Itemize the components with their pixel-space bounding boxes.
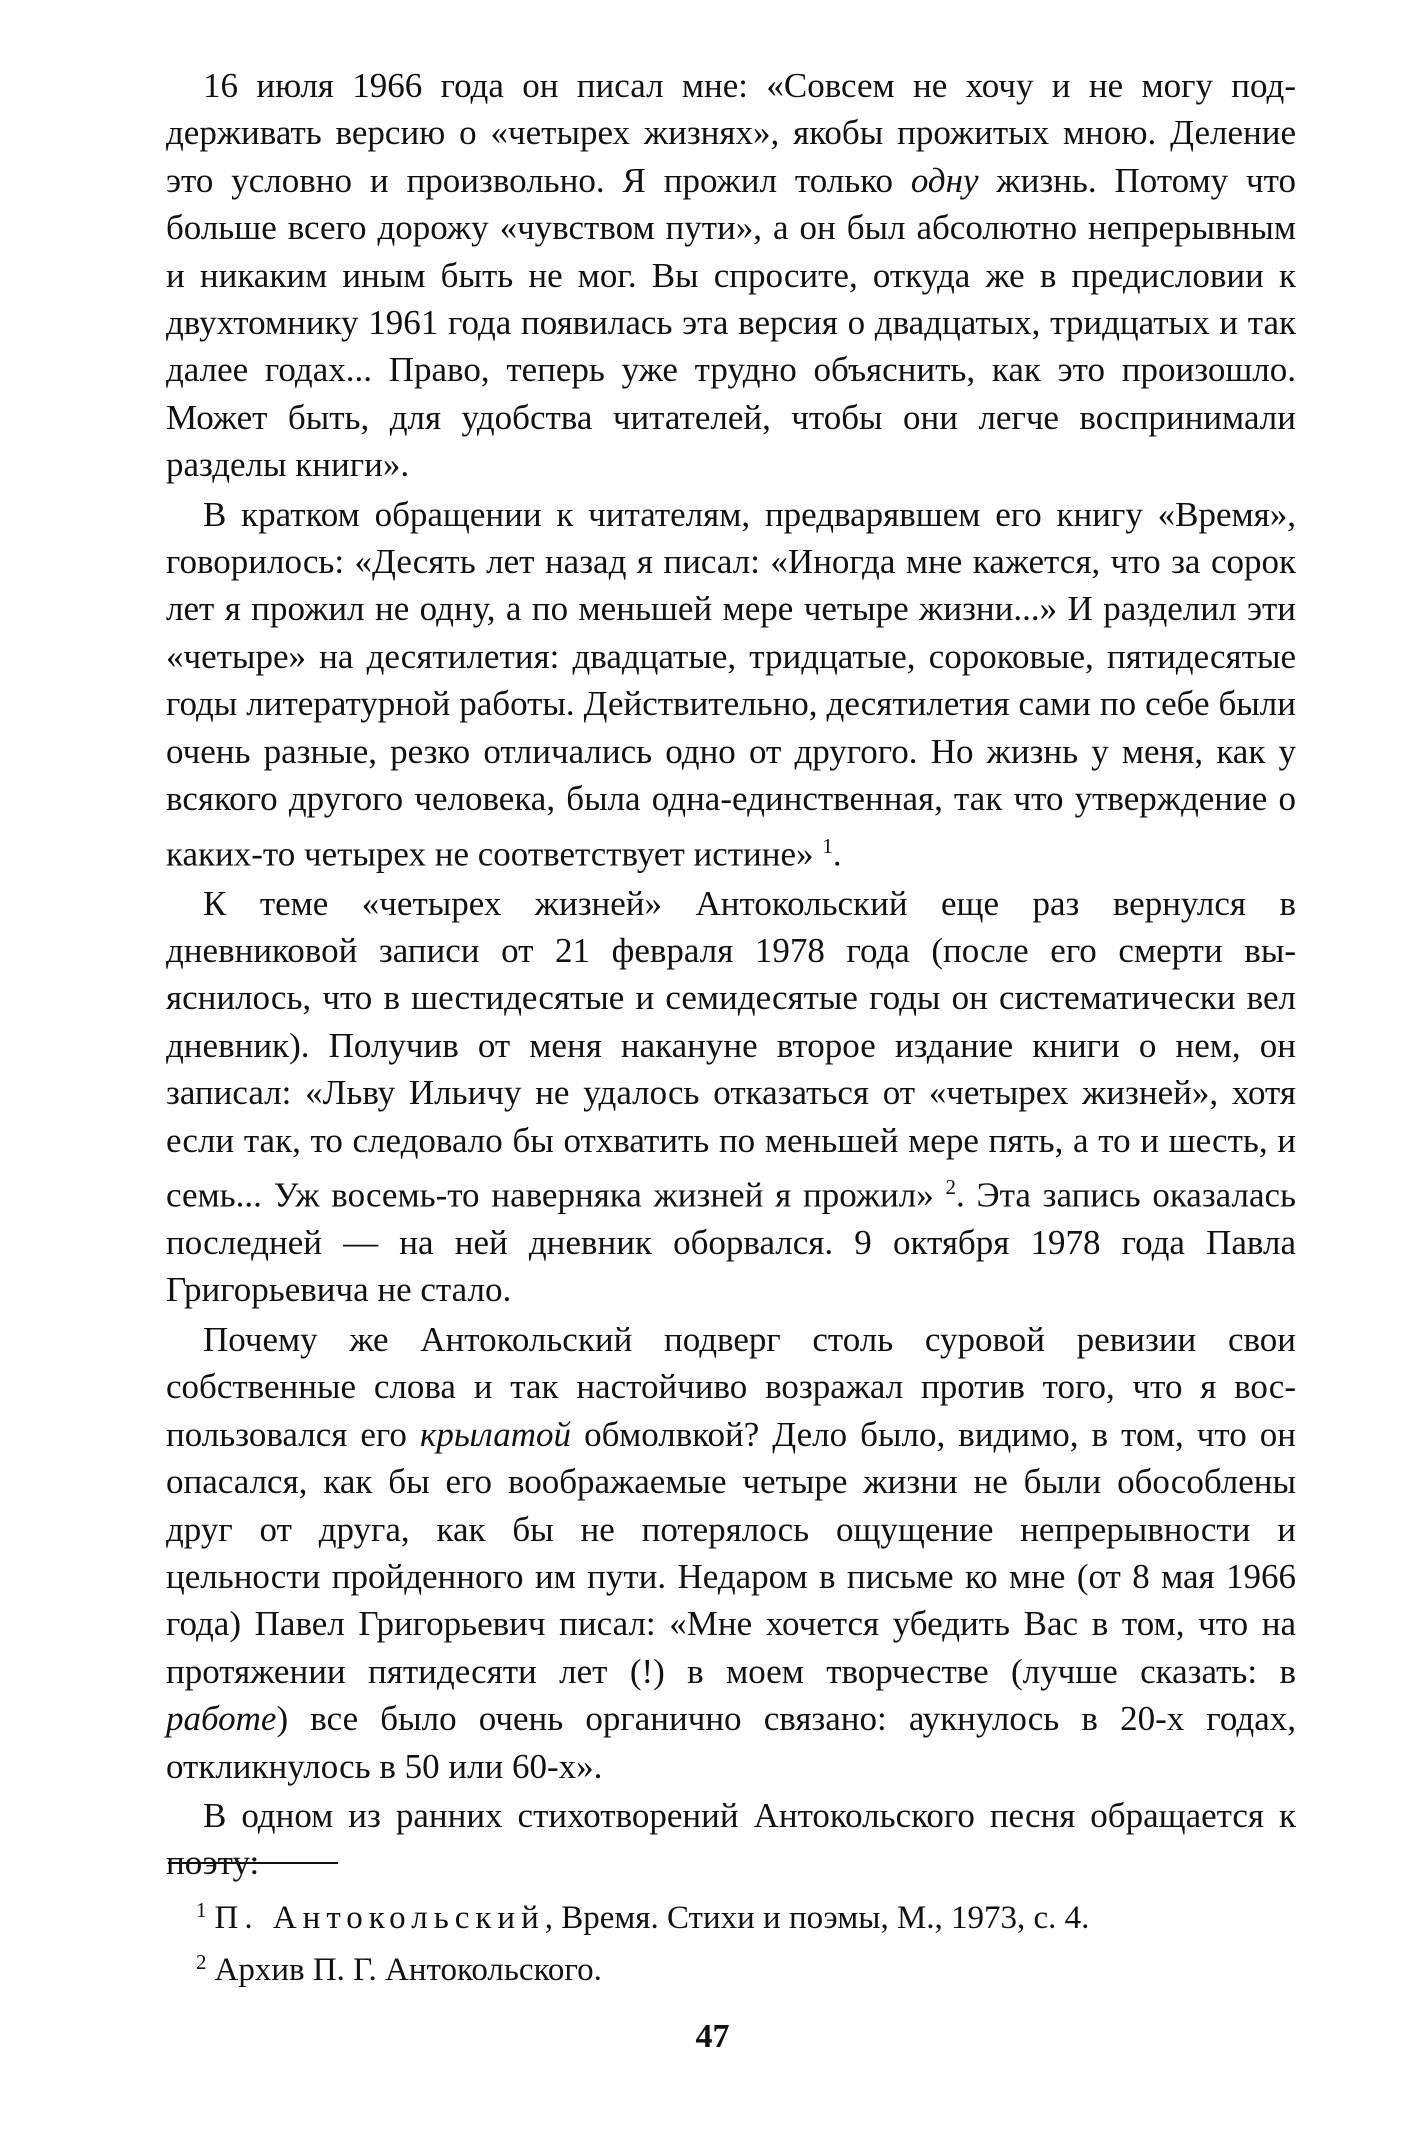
paragraph-2 xyxy=(166,491,1296,878)
footnote-text: Архив П. Г. Антокольского. xyxy=(214,1952,602,1988)
footnote-separator xyxy=(168,1862,338,1864)
emphasis-text: работе xyxy=(166,1699,277,1739)
text-run: . Эта запись оказалась последней — на ней дневник оборвался. 9 октября 1978 года Павла Григорьевича не стало. xyxy=(166,1175,1296,1310)
footnote-reference: 1 xyxy=(822,833,833,858)
footnote-2 xyxy=(196,1940,1296,1992)
footnote-text: , Время. Стихи и поэмы, М., 1973, с. 4. xyxy=(544,1900,1090,1936)
text-run: 16 июля 1966 года он писал мне: «Совсем не хочу и не могу поддерживать версию о «четырех жизнях», якобы прожитых мною. Деление это условно и произвольно. Я прожил только xyxy=(166,66,1296,200)
text-run: ) все было очень органично связано: аукнулось в 20-х годах, откликнулось в 50 или 60-х». xyxy=(166,1699,1296,1786)
paragraph-4 xyxy=(166,1316,1296,1790)
footnote-1 xyxy=(196,1888,1296,1940)
text-run: К теме «четырех жизней» Антокольский еще раз вернулся в дневниковой записи от 21 февраля 1978 года (после его смерти выяснилось, что в шестидесятые и семидесятые годы он систематически вел дневник). Получив от меня накануне второе издание книги о нем, он записал: «Льву Ильичу не удалось отказаться от «четырех жизней», хотя если так, то следовало бы отхватить по меньшей мере пять, а то и шесть, и семь... Уж восемь-то наверняка жизней я прожил» xyxy=(166,883,1296,1215)
text-run: В одном из ранних стихотворений Антокольского песня обращается к поэту: xyxy=(166,1795,1296,1883)
paragraph-3 xyxy=(166,880,1296,1314)
main-text xyxy=(166,62,1296,1889)
footnote-mark: 1 xyxy=(196,1898,207,1922)
text-run: . xyxy=(832,834,842,874)
footnote-author: П. Антокольский xyxy=(214,1900,545,1936)
text-run: В кратком обращении к читателям, предварявшем его книгу «Время», говорилось: «Десять лет назад я писал: «Иногда мне кажется, что за сорок лет я прожил не одну, а по меньшей мере четыре жизни...» И разделил эти «четыре» на десятилетия: двадцатые, тридцатые, сороковые, пятидесятые годы литературной работы. Действительно, десятилетия сами по себе были очень разные, резко отличались одно от другого. Но жизнь у меня, как у всякого другого человека, была одна-единственная, так что утверждение о каких-то четырех не соответствует истине» xyxy=(166,494,1296,874)
text-run: Почему же Антокольский подверг столь суровой ревизии свои собственные слова и так настойчиво возражал против того, что я воспользовался его xyxy=(166,1319,1296,1454)
emphasis-text: крылатой xyxy=(419,1414,572,1454)
paragraph-1 xyxy=(166,62,1296,489)
text-run: жизнь. Потому что больше всего дорожу «чувством пути», а он был абсолютно непрерывным и никаким иным быть не мог. Вы спросите, откуда же в предисловии к двухтомнику 1961 года появилась эта версия о двадцатых, тридцатых и так далее годах... Право, теперь уже трудно объяснить, как это произошло. Может быть, для удобства читателей, чтобы они легче воспринимали разделы книги». xyxy=(166,160,1296,485)
text-run: обмолвкой? Дело было, видимо, в том, что он опасался, как бы его воображаемые четыре жизни не были обособлены друг от друга, как бы не потерялось ощущение непрерывности и цельности пройденного им пути. Недаром в письме ко мне (от 8 мая 1966 года) Павел Григорьевич писал: «Мне хочется убедить Вас в том, что на протяжении пятидесяти лет (!) в моем творчестве (лучше сказать: в xyxy=(166,1414,1296,1691)
footnote-reference: 2 xyxy=(945,1175,956,1199)
footnote-mark: 2 xyxy=(196,1950,207,1974)
footnotes xyxy=(196,1888,1296,1992)
paragraph-5 xyxy=(166,1792,1296,1887)
emphasis-text: одну xyxy=(910,160,979,200)
page-number: 47 xyxy=(695,2018,730,2055)
